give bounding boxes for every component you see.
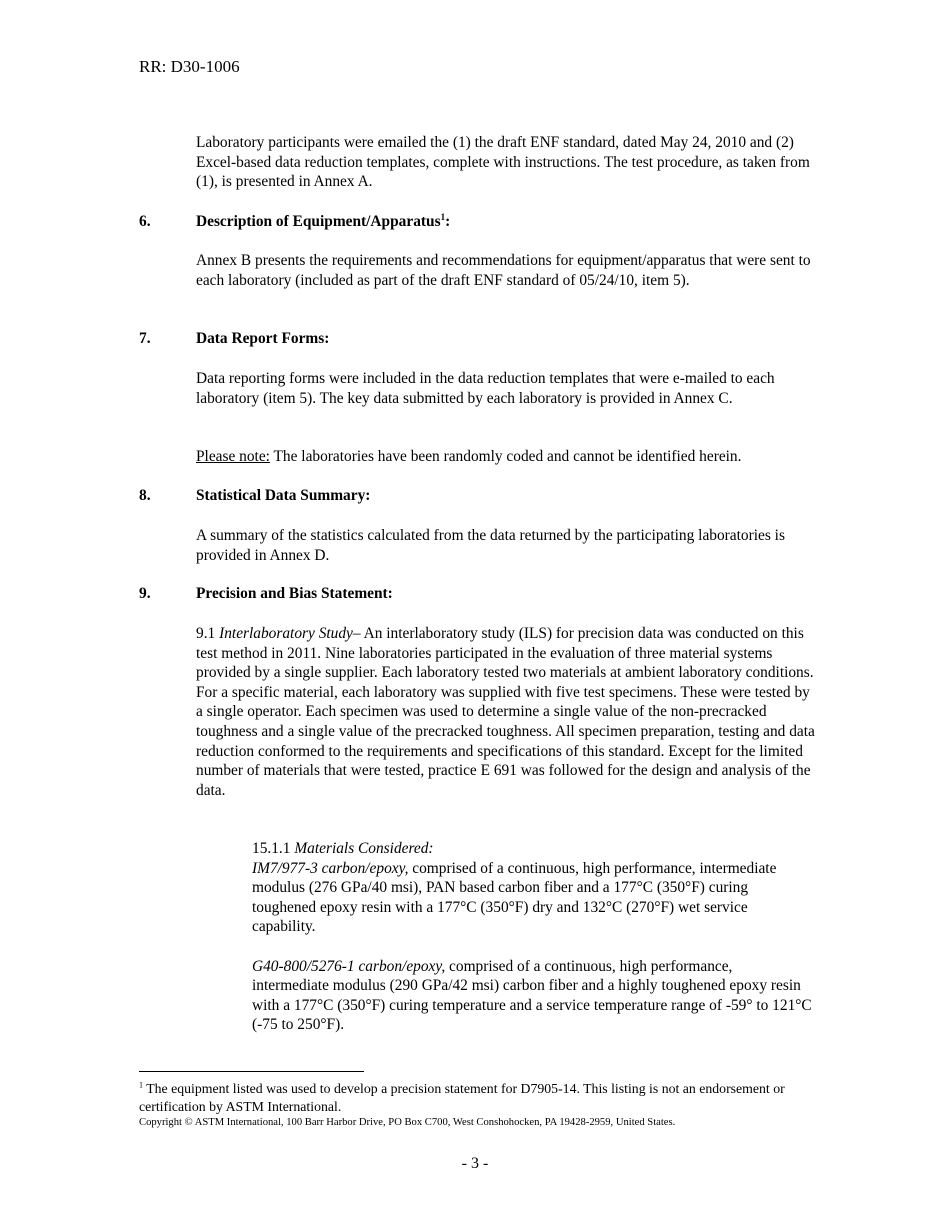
section-9-title: Precision and Bias Statement: bbox=[196, 585, 393, 602]
footnote-text: The equipment listed was used to develop a precision statement for D7905-14. This listing is not an endorsement or certification by ASTM International. bbox=[139, 1081, 785, 1114]
material-1-name: IM7/977-3 carbon/epoxy, bbox=[252, 859, 409, 877]
section-7-title: Data Report Forms: bbox=[196, 330, 330, 347]
section-6-title-suffix: : bbox=[445, 213, 451, 230]
section-6-body: Annex B presents the requirements and recommendations for equipment/apparatus that were sent to each laboratory (included as part of the draft ENF standard of 05/24/10, item 5). bbox=[196, 252, 811, 289]
materials-heading-italic: Materials Considered: bbox=[294, 840, 434, 857]
section-8-body: A summary of the statistics calculated from the data returned by the participating laboratories is provided in Annex D. bbox=[196, 527, 785, 564]
section-9-p-italic: Interlaboratory Study bbox=[219, 625, 353, 642]
footnote-ref[interactable]: 1 bbox=[440, 211, 446, 222]
section-6-title bbox=[196, 213, 450, 231]
section-8-title: Statistical Data Summary: bbox=[196, 487, 371, 504]
section-9-paragraph bbox=[196, 624, 816, 800]
section-7-number: 7. bbox=[139, 330, 151, 347]
materials-heading-num: 15.1.1 bbox=[252, 840, 295, 857]
section-9-number: 9. bbox=[139, 585, 151, 602]
section-7-body: Data reporting forms were included in the data reduction templates that were e-mailed to each laboratory (item 5). The key data submitted by each laboratory is provided in Annex C. bbox=[196, 370, 775, 407]
section-7-note bbox=[196, 447, 816, 467]
page-number: - 3 - bbox=[461, 1155, 489, 1172]
section-9-p-num: 9.1 bbox=[196, 625, 220, 642]
note-text: The laboratories have been randomly coded and cannot be identified herein. bbox=[269, 448, 742, 465]
section-6-title-text: Description of Equipment/Apparatus bbox=[196, 213, 441, 230]
material-2-name: G40-800/5276-1 carbon/epoxy, bbox=[252, 957, 446, 975]
material-1 bbox=[252, 859, 812, 937]
note-label: Please note: bbox=[196, 448, 270, 465]
footnote-divider bbox=[139, 1071, 364, 1072]
material-1-text: comprised of a continuous, high performance, intermediate modulus (276 GPa/40 msi), PAN based carbon fiber and a 177°C (350°F) curing toughened epoxy resin with a 177°C (350°F) dry and 132°C (270°F) wet service capability. bbox=[252, 859, 777, 936]
report-id-header: RR: D30-1006 bbox=[139, 57, 240, 76]
section-9-p-text: – An interlaboratory study (ILS) for precision data was conducted on this test method in 2011. Nine laboratories participated in the evaluation of three material systems provided by a single supplier. Each laboratory tested two materials at ambient laboratory conditions. For a specific material, each laboratory was supplied with five test specimens. These were tested by a single operator. Each specimen was used to determine a single value of the non-precracked toughness and a single value of the precracked toughness. All specimen preparation, testing and data reduction conformed to the requirements and specifications of this standard. Except for the limited number of materials that were tested, practice E 691 was followed for the design and analysis of the data. bbox=[196, 625, 815, 799]
copyright-notice: Copyright © ASTM International, 100 Barr Harbor Drive, PO Box C700, West Conshohocken, PA 19428-2959, United States. bbox=[139, 1117, 676, 1128]
section-6-number: 6. bbox=[139, 213, 151, 230]
materials-block bbox=[252, 839, 812, 1035]
footnote-marker: 1 bbox=[139, 1080, 143, 1090]
material-2 bbox=[252, 957, 812, 1035]
material-2-text: comprised of a continuous, high performance, intermediate modulus (290 GPa/42 msi) carbon fiber and a highly toughened epoxy resin with a 177°C (350°F) curing temperature and a service temperature range of -59° to 121°C (-75 to 250°F). bbox=[252, 957, 812, 1034]
intro-paragraph: Laboratory participants were emailed the (1) the draft ENF standard, dated May 24, 2010 and (2) Excel-based data reduction templates, complete with instructions. The test procedure, as taken from (1), is presented in Annex A. bbox=[196, 134, 810, 191]
materials-heading bbox=[252, 839, 812, 859]
footnote bbox=[139, 1080, 819, 1115]
section-8-number: 8. bbox=[139, 487, 151, 504]
